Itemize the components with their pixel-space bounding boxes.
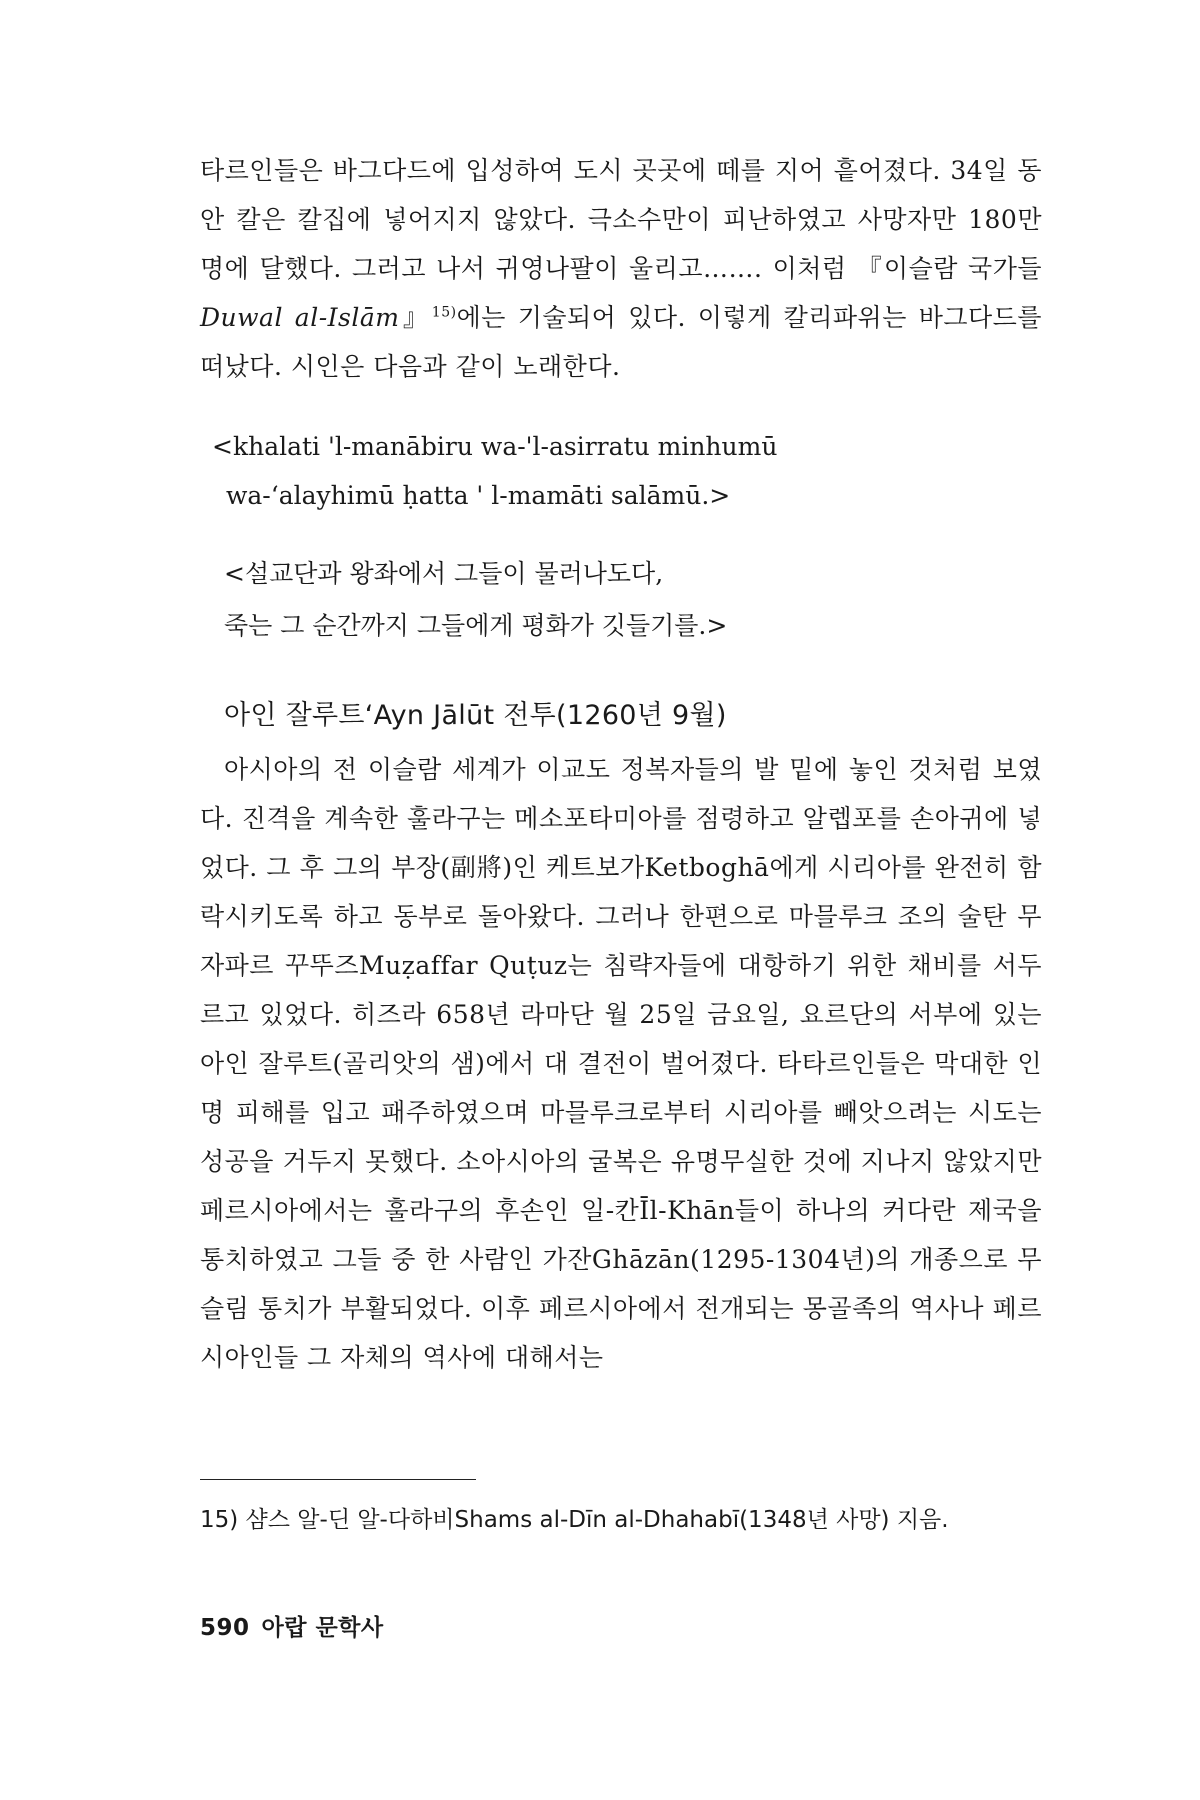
paragraph-1-text-before: 타르인들은 바그다드에 입성하여 도시 곳곳에 떼를 지어 흩어졌다. 34일 동안 칼은 칼집에 넣어지지 않았다. 극소수만이 피난하였고 사망자만 180만 명에 달했다. 그러고 나서 귀영나팔이 울리고……. 이처럼 『이슬람 국가들 [200,156,1042,283]
verse-translation [224,548,1024,652]
verse-korean-line-2: 죽는 그 순간까지 그들에게 평화가 깃들기를.> [224,611,728,640]
running-title: 아랍 문학사 [261,1615,384,1641]
section-paragraph-text: 아시아의 전 이슬람 세계가 이교도 정복자들의 발 밑에 놓인 것처럼 보였다. 진격을 계속한 훌라구는 메소포타미아를 점령하고 알렙포를 손아귀에 넣었다. 그 후 그의 부장(副將)인 케트보가Ketboghā에게 시리아를 완전히 함락시키도록 하고 동부로 돌아왔다. 그러나 한편으로 마믈루크 조의 술탄 무자파르 꾸뚜즈Muẓaffar Quṭuz는 침략자들에 대항하기 위한 채비를 서두르고 있었다. 히즈라 658년 라마단 월 25일 금요일, 요르단의 서부에 있는 아인 잘루트(골리앗의 샘)에서 대 결전이 벌어졌다. 타타르인들은 막대한 인명 피해를 입고 패주하였으며 마믈루크로부터 시리아를 빼앗으려는 시도는 성공을 거두지 못했다. 소아시아의 굴복은 유명무실한 것에 지나지 않았지만 페르시아에서는 훌라구의 후손인 일-칸Īl-Khān들이 하나의 커다란 제국을 통치하였고 그들 중 한 사람인 가잔Ghāzān(1295-1304년)의 개종으로 무슬림 통치가 부활되었다. 이후 페르시아에서 전개되는 몽골족의 역사나 페르시아인들 그 자체의 역사에 대해서는 [200,755,1042,1372]
section-heading: 아인 잘루트‘Ayn Jālūt 전투(1260년 9월) [224,700,727,731]
verse-latin-line-1: <khalati 'l-manābiru wa-'l-asirratu minhumū [212,432,778,461]
body-paragraph-2 [200,745,1042,1382]
verse-transliteration [212,422,1012,520]
footnote-reference: 15) [431,304,457,321]
body-paragraph-1 [200,146,1042,391]
page-footer [200,1608,384,1648]
footnote: 15) 샴스 알-딘 알-다하비Shams al-Dīn al-Dhahabī(1348년 사망) 지음. [200,1507,949,1533]
footnote-divider [200,1479,476,1480]
verse-latin-line-2: wa-‘alayhimū ḥatta ' l-mamāti salāmū.> [226,481,731,510]
verse-korean-line-1: <설교단과 왕좌에서 그들이 물러나도다, [224,559,664,588]
closing-bracket: 』 [399,303,432,332]
paragraph-1-text-after: 에는 기술되어 있다. 이렇게 칼리파위는 바그다드를 떠났다. 시인은 다음과 같이 노래한다. [200,303,1042,381]
book-title-italic: Duwal al-Islām [200,303,400,332]
page-number: 590 [200,1615,250,1641]
